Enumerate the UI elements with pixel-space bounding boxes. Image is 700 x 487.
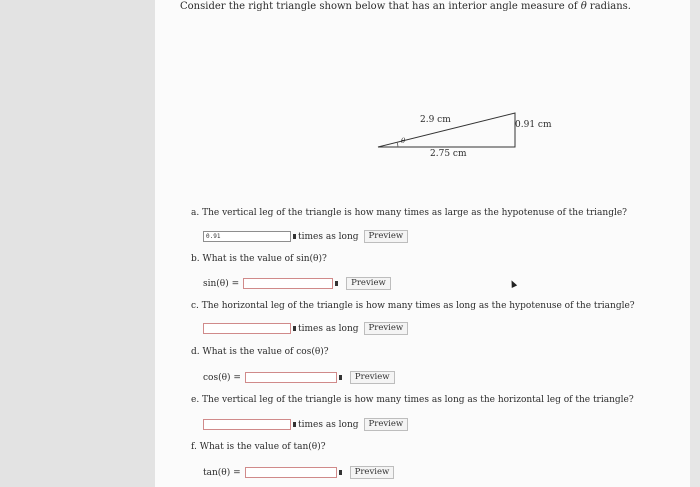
right-background bbox=[690, 0, 700, 487]
prompt-text-end: radians. bbox=[589, 1, 631, 12]
prompt-theta: θ bbox=[580, 1, 587, 12]
problem-prompt bbox=[180, 1, 631, 12]
answer-b-marker bbox=[335, 281, 338, 286]
answer-c-marker bbox=[293, 326, 296, 331]
angle-label: θ bbox=[401, 137, 406, 145]
answer-f-input[interactable] bbox=[245, 467, 337, 478]
answer-d-row bbox=[203, 371, 395, 384]
answer-f-marker bbox=[339, 470, 342, 475]
preview-f-button[interactable]: Preview bbox=[350, 466, 395, 479]
answer-f-row bbox=[203, 466, 394, 479]
vertical-leg-label: 0.91 cm bbox=[515, 120, 552, 130]
answer-c-input[interactable] bbox=[203, 323, 291, 334]
triangle-diagram bbox=[370, 110, 560, 170]
preview-d-button[interactable]: Preview bbox=[350, 371, 395, 384]
preview-a-button[interactable]: Preview bbox=[364, 230, 409, 243]
question-d-text: d. What is the value of cos(θ)? bbox=[191, 347, 329, 357]
angle-arc bbox=[397, 142, 398, 147]
cos-label: cos(θ) = bbox=[203, 372, 241, 383]
answer-a-input[interactable] bbox=[203, 231, 291, 242]
answer-e-row bbox=[203, 418, 408, 431]
content-panel bbox=[155, 0, 690, 487]
answer-a-row bbox=[203, 230, 408, 243]
preview-e-button[interactable]: Preview bbox=[364, 418, 409, 431]
answer-d-input[interactable] bbox=[245, 372, 337, 383]
answer-e-input[interactable] bbox=[203, 419, 291, 430]
answer-d-marker bbox=[339, 375, 342, 380]
answer-c-row bbox=[203, 322, 408, 335]
answer-b-input[interactable] bbox=[243, 278, 333, 289]
sin-label: sin(θ) = bbox=[203, 278, 240, 289]
preview-c-button[interactable]: Preview bbox=[364, 322, 409, 335]
answer-a-unit: times as long bbox=[298, 231, 359, 242]
horizontal-leg-label: 2.75 cm bbox=[430, 149, 467, 159]
answer-b-row bbox=[203, 277, 391, 290]
question-f-text: f. What is the value of tan(θ)? bbox=[191, 442, 326, 452]
answer-a-marker bbox=[293, 234, 296, 239]
left-background bbox=[0, 0, 155, 487]
answer-e-unit: times as long bbox=[298, 419, 359, 430]
triangle-svg bbox=[370, 110, 560, 170]
preview-b-button[interactable]: Preview bbox=[346, 277, 391, 290]
tan-label: tan(θ) = bbox=[203, 467, 241, 478]
prompt-text: Consider the right triangle shown below that has an interior angle measure of bbox=[180, 1, 578, 12]
question-a-text: a. The vertical leg of the triangle is how many times as large as the hypotenuse of the triangle? bbox=[191, 208, 628, 218]
question-e-text: e. The vertical leg of the triangle is how many times as long as the horizontal leg of the triangle? bbox=[191, 395, 634, 405]
question-b-text: b. What is the value of sin(θ)? bbox=[191, 254, 327, 264]
answer-e-marker bbox=[293, 422, 296, 427]
answer-c-unit: times as long bbox=[298, 323, 359, 334]
question-c-text: c. The horizontal leg of the triangle is how many times as long as the hypotenuse of the triangle? bbox=[191, 301, 635, 311]
hypotenuse-label: 2.9 cm bbox=[420, 115, 451, 125]
